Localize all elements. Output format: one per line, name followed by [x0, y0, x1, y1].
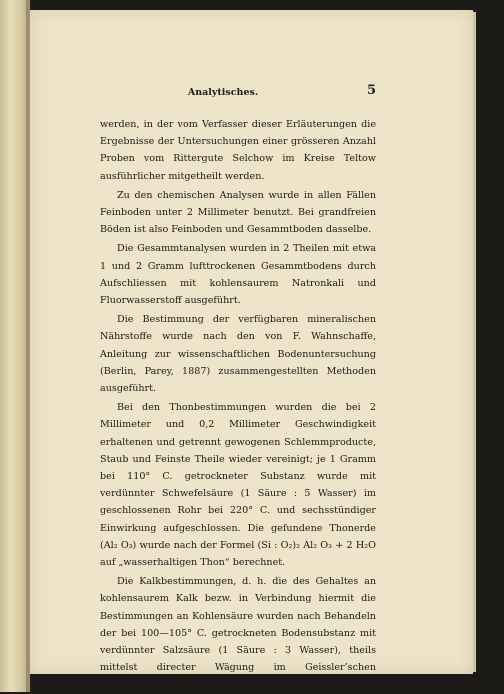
page-edge: [473, 12, 476, 672]
page-number: 5: [366, 83, 376, 98]
paragraph-clay-determinations: Bei den Thonbestimmungen wurden die bei 2 Millimeter und 0,2 Millimeter Geschwindigkeit erhaltenen und getrennt gewogenen Schlemmproducte, Staub und Feinste Theile wieder vereinigt; je 1 Gramm bei 110° C. getrockneter Substanz wurde mit verdünnter Schwefelsäure (1 Säure : 5 Wasser) im geschlossenen Rohr bei 220° C. und sechsstündiger Einwirkung aufgeschlossen. Die gefundene Thonerde (Al₂ O₃) wurde nach der Formel (Si : O₂)₂ Al₂ O₃ + 2 H₂O auf „wasserhaltigen Thon“ berechnet.: [100, 402, 376, 569]
paragraph-total-analyses: Die Gesammtanalysen wurden in 2 Theilen mit etwa 1 und 2 Gramm lufttrockenen Gesammtbodens durch Aufschliessen mit kohlensaurem Natronkali und Fluorwasserstoff ausgeführt.: [100, 243, 376, 307]
paragraph-chemical-analyses: Zu den chemischen Analysen wurde in allen Fällen Feinboden unter 2 Millimeter benutzt. Bei grandfreien Böden ist also Feinboden und Gesammtboden dasselbe.: [100, 189, 376, 236]
body-text: [100, 116, 376, 694]
running-head: Analytisches.: [187, 87, 259, 98]
page-header: [70, 85, 376, 103]
paragraph-lime-determinations: Die Kalkbestimmungen, d. h. die des Gehaltes an kohlensaurem Kalk bezw. in Verbindung hiermit die Bestimmungen an Kohlensäure wurden nach Behandeln der bei 100—105° C. getrockneten Bodensubstanz mit verdünnter Salzsäure (1 Säure : 3 Wasser), theils mittelst directer Wägung im Geissler’schen Kaliapparate, theils aus dem erhaltenen: [100, 576, 376, 691]
paragraph-nutrients: Die Bestimmung der verfügbaren mineralischen Nährstoffe wurde nach den von F. Wahnschaffe, Anleitung zur wissenschaftlichen Bodenuntersuchung (Berlin, Parey, 1887) zusammengestellten Methoden ausgeführt.: [100, 314, 376, 395]
paragraph-continuation: werden, in der vom Verfasser dieser Erläuterungen die Ergebnisse der Untersuchungen einer grösseren Anzahl Proben vom Rittergute Selchow im Kreise Teltow ausführlicher mitgetheilt werden.: [100, 119, 376, 182]
